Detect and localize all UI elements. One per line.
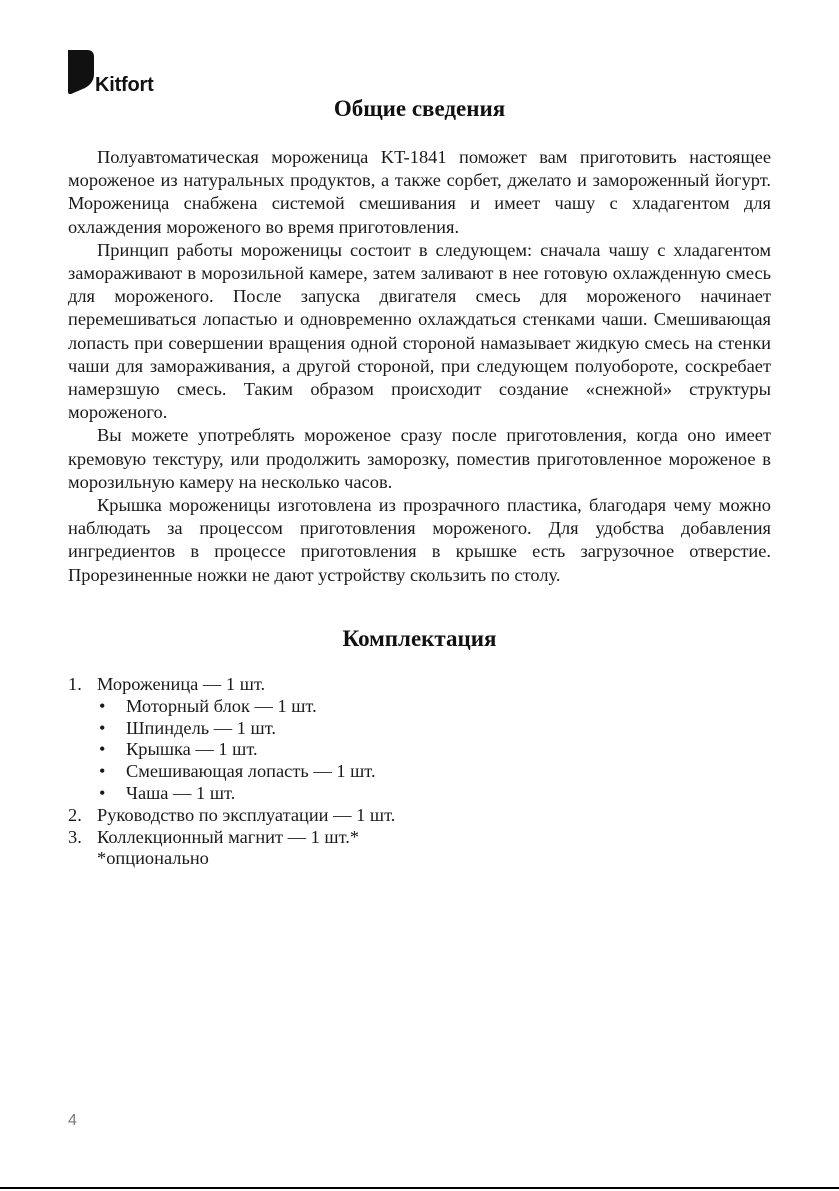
list-item <box>68 805 768 827</box>
sub-list-item <box>68 696 768 718</box>
package-contents-list <box>68 674 768 870</box>
list-item-text: Мороженица — 1 шт. <box>97 674 266 694</box>
bullet-icon: • <box>99 761 106 782</box>
sub-list-item-text: Смешивающая лопасть — 1 шт. <box>126 761 376 782</box>
list-item-number: 1. <box>68 674 82 694</box>
list-item-text: Коллекционный магнит — 1 шт.* <box>97 826 360 847</box>
paragraph: Принцип работы мороженицы состоит в следующем: сначала чашу с хладагентом замораживают в морозильной камере, затем заливают в нее готовую охлажденную смесь для мороженого. После запуска двигателя смесь для мороженого начинает перемешиваться лопастью и одновременно охлаждаться стенками чаши. Смешивающая лопасть при совершении вращения одной стороной намазывает жидкую смесь на стенки чаши для замораживания, а другой стороной, при следующем полуобороте, соскребает намерзшую смесь. Таким образом происходит создание «снежной» структуры мороженого. <box>68 239 771 423</box>
bullet-icon: • <box>99 739 106 760</box>
list-item <box>68 674 768 696</box>
paragraph: Вы можете употреблять мороженое сразу после приготовления, когда оно имеет кремовую текстуру, или продолжить заморозку, поместив приготовленное мороженое в морозильную камеру на несколько часов. <box>68 425 771 492</box>
bullet-icon: • <box>99 717 106 738</box>
sub-list-item <box>68 718 768 740</box>
kitfort-logo-mark-icon <box>68 50 94 94</box>
brand-name: Kitfort <box>95 74 154 96</box>
list-item <box>68 827 768 849</box>
paragraph: Крышка мороженицы изготовлена из прозрачного пластика, благодаря чему можно наблюдать за процессом приготовления мороженого. Для удобства добавления ингредиентов в процессе приготовления в крышке есть загрузочное отверстие. Прорезиненные ножки не дают устройству скользить по столу. <box>68 495 771 585</box>
sub-list-item-text: Шпиндель — 1 шт. <box>126 717 276 738</box>
sub-list-item-text: Чаша — 1 шт. <box>126 782 236 803</box>
section-title-package-contents: Комплектация <box>342 626 497 651</box>
bullet-icon: • <box>99 695 106 716</box>
list-item-text: Руководство по эксплуатации — 1 шт. <box>97 804 396 825</box>
page-number: 4 <box>68 1112 77 1129</box>
sub-list-item <box>68 739 768 761</box>
paragraph: Полуавтоматическая мороженица KT-1841 поможет вам приготовить настоящее мороженое из натуральных продуктов, а также сорбет, джелато и замороженный йогурт. Мороженица снабжена системой смешивания и имеет чашу с хладагентом для охлаждения мороженого во время приготовления. <box>68 147 771 237</box>
bullet-icon: • <box>99 782 106 803</box>
bottom-rule <box>0 1187 839 1189</box>
list-item-number: 2. <box>68 804 82 825</box>
kitfort-logo <box>68 50 188 98</box>
sub-list-item-text: Крышка — 1 шт. <box>126 739 258 760</box>
list-item-number: 3. <box>68 826 82 847</box>
sub-list-item-text: Моторный блок — 1 шт. <box>126 695 317 716</box>
sub-list-item <box>68 783 768 805</box>
general-info-body <box>68 146 771 587</box>
section-title-general-info: Общие сведения <box>333 96 506 121</box>
sub-list-item <box>68 761 768 783</box>
footnote-optional: *опционально <box>97 848 209 869</box>
